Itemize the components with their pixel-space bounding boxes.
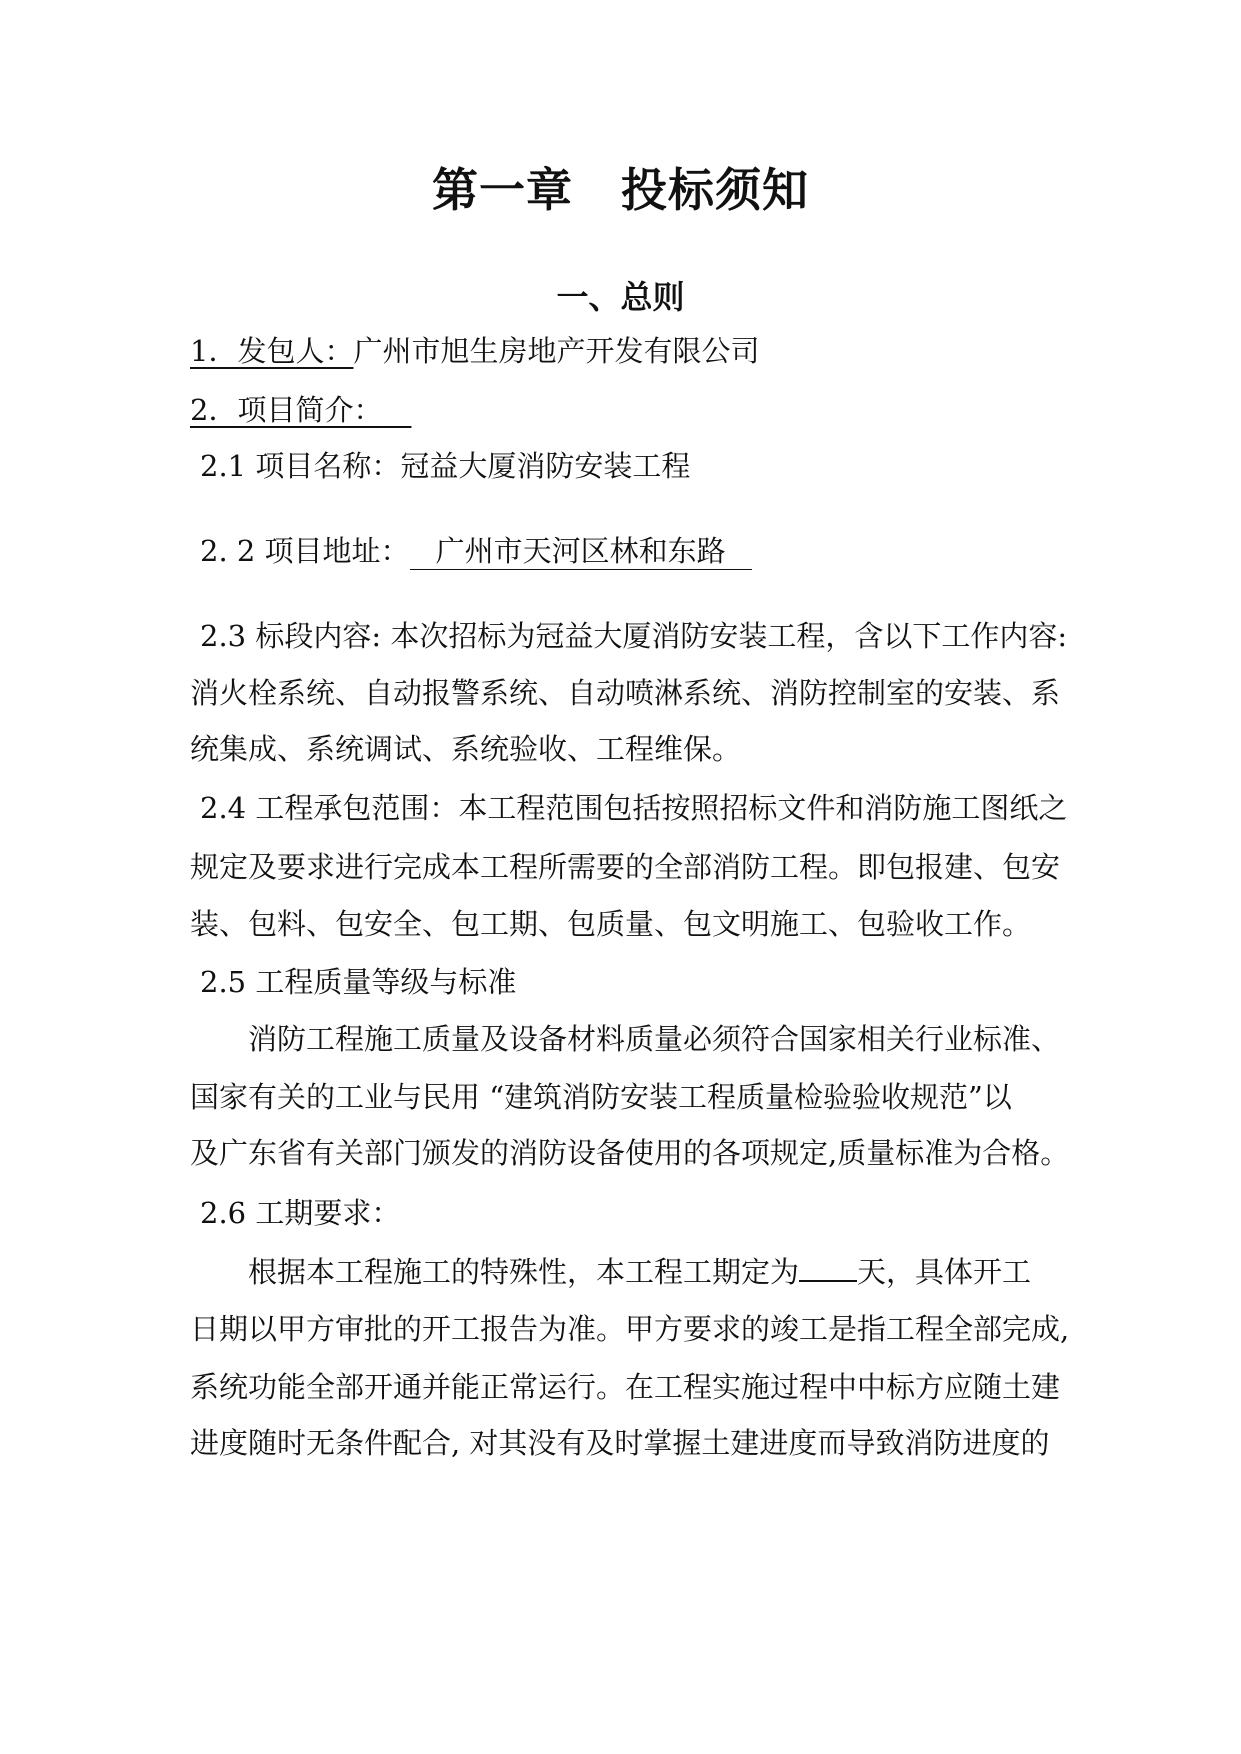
- item-2-1: 2.1 项目名称：冠益大厦消防安装工程: [200, 449, 691, 483]
- item-2-6-line-2: 日期以甲方审批的开工报告为准。甲方要求的竣工是指工程全部完成,: [190, 1312, 1070, 1346]
- item-2-3-line-2: 消火栓系统、自动报警系统、自动喷淋系统、消防控制室的安装、系: [190, 676, 1061, 710]
- item-2-2-address: 广州市天河区林和东路: [435, 534, 726, 568]
- item-2-5-line-2: 国家有关的工业与民用 “建筑消防安装工程质量检验验收规范”以: [190, 1080, 1012, 1114]
- item-2-6-text-after: 天，具体开工: [857, 1255, 1032, 1289]
- item-2-4-line-1: 2.4 工程承包范围：本工程范围包括按照招标文件和消防施工图纸之: [200, 791, 1068, 825]
- item-1-line: [190, 329, 1070, 373]
- item-2-6-heading: 2.6 工期要求：: [200, 1196, 401, 1230]
- item-2-4-line-2: 规定及要求进行完成本工程所需要的全部消防工程。即包报建、包安: [190, 850, 1061, 884]
- item-2-6-line-1: [248, 1250, 1128, 1294]
- item-2-2-label: 2. 2 项目地址：: [200, 534, 410, 568]
- chapter-name: 投标须知: [621, 163, 809, 217]
- item-1-value: 广州市旭生房地产开发有限公司: [353, 334, 760, 368]
- item-2-3-line-3: 统集成、系统调试、系统验收、工程维保。: [190, 732, 742, 766]
- item-1-label: 1．发包人：: [190, 334, 354, 368]
- item-2-4-line-3: 装、包料、包安全、包工期、包质量、包文明施工、包验收工作。: [190, 907, 1032, 941]
- item-2-6-text-before: 根据本工程施工的特殊性，本工程工期定为: [248, 1255, 800, 1289]
- section-title: 一、总则: [556, 278, 685, 316]
- item-2-5-line-3: 及广东省有关部门颁发的消防设备使用的各项规定,质量标准为合格。: [190, 1136, 1070, 1170]
- duration-blank: [799, 1250, 857, 1282]
- chapter-number: 第一章: [432, 163, 573, 217]
- item-2-2: [200, 529, 1080, 573]
- item-2-3-line-1: 2.3 标段内容: 本次招标为冠益大厦消防安装工程，含以下工作内容:: [200, 619, 1068, 653]
- chapter-title: [0, 160, 1241, 220]
- item-2-line: [190, 388, 1070, 432]
- item-2-5-line-1: 消防工程施工质量及设备材料质量必须符合国家相关行业标准、: [248, 1022, 1061, 1056]
- item-2-5-heading: 2.5 工程质量等级与标准: [200, 965, 517, 999]
- item-2-6-line-4: 进度随时无条件配合, 对其没有及时掌握土建进度而导致消防进度的: [190, 1426, 1050, 1460]
- item-2-6-line-3: 系统功能全部开通并能正常运行。在工程实施过程中中标方应随土建: [190, 1370, 1061, 1404]
- item-2-label: 2．项目简介：: [190, 393, 383, 427]
